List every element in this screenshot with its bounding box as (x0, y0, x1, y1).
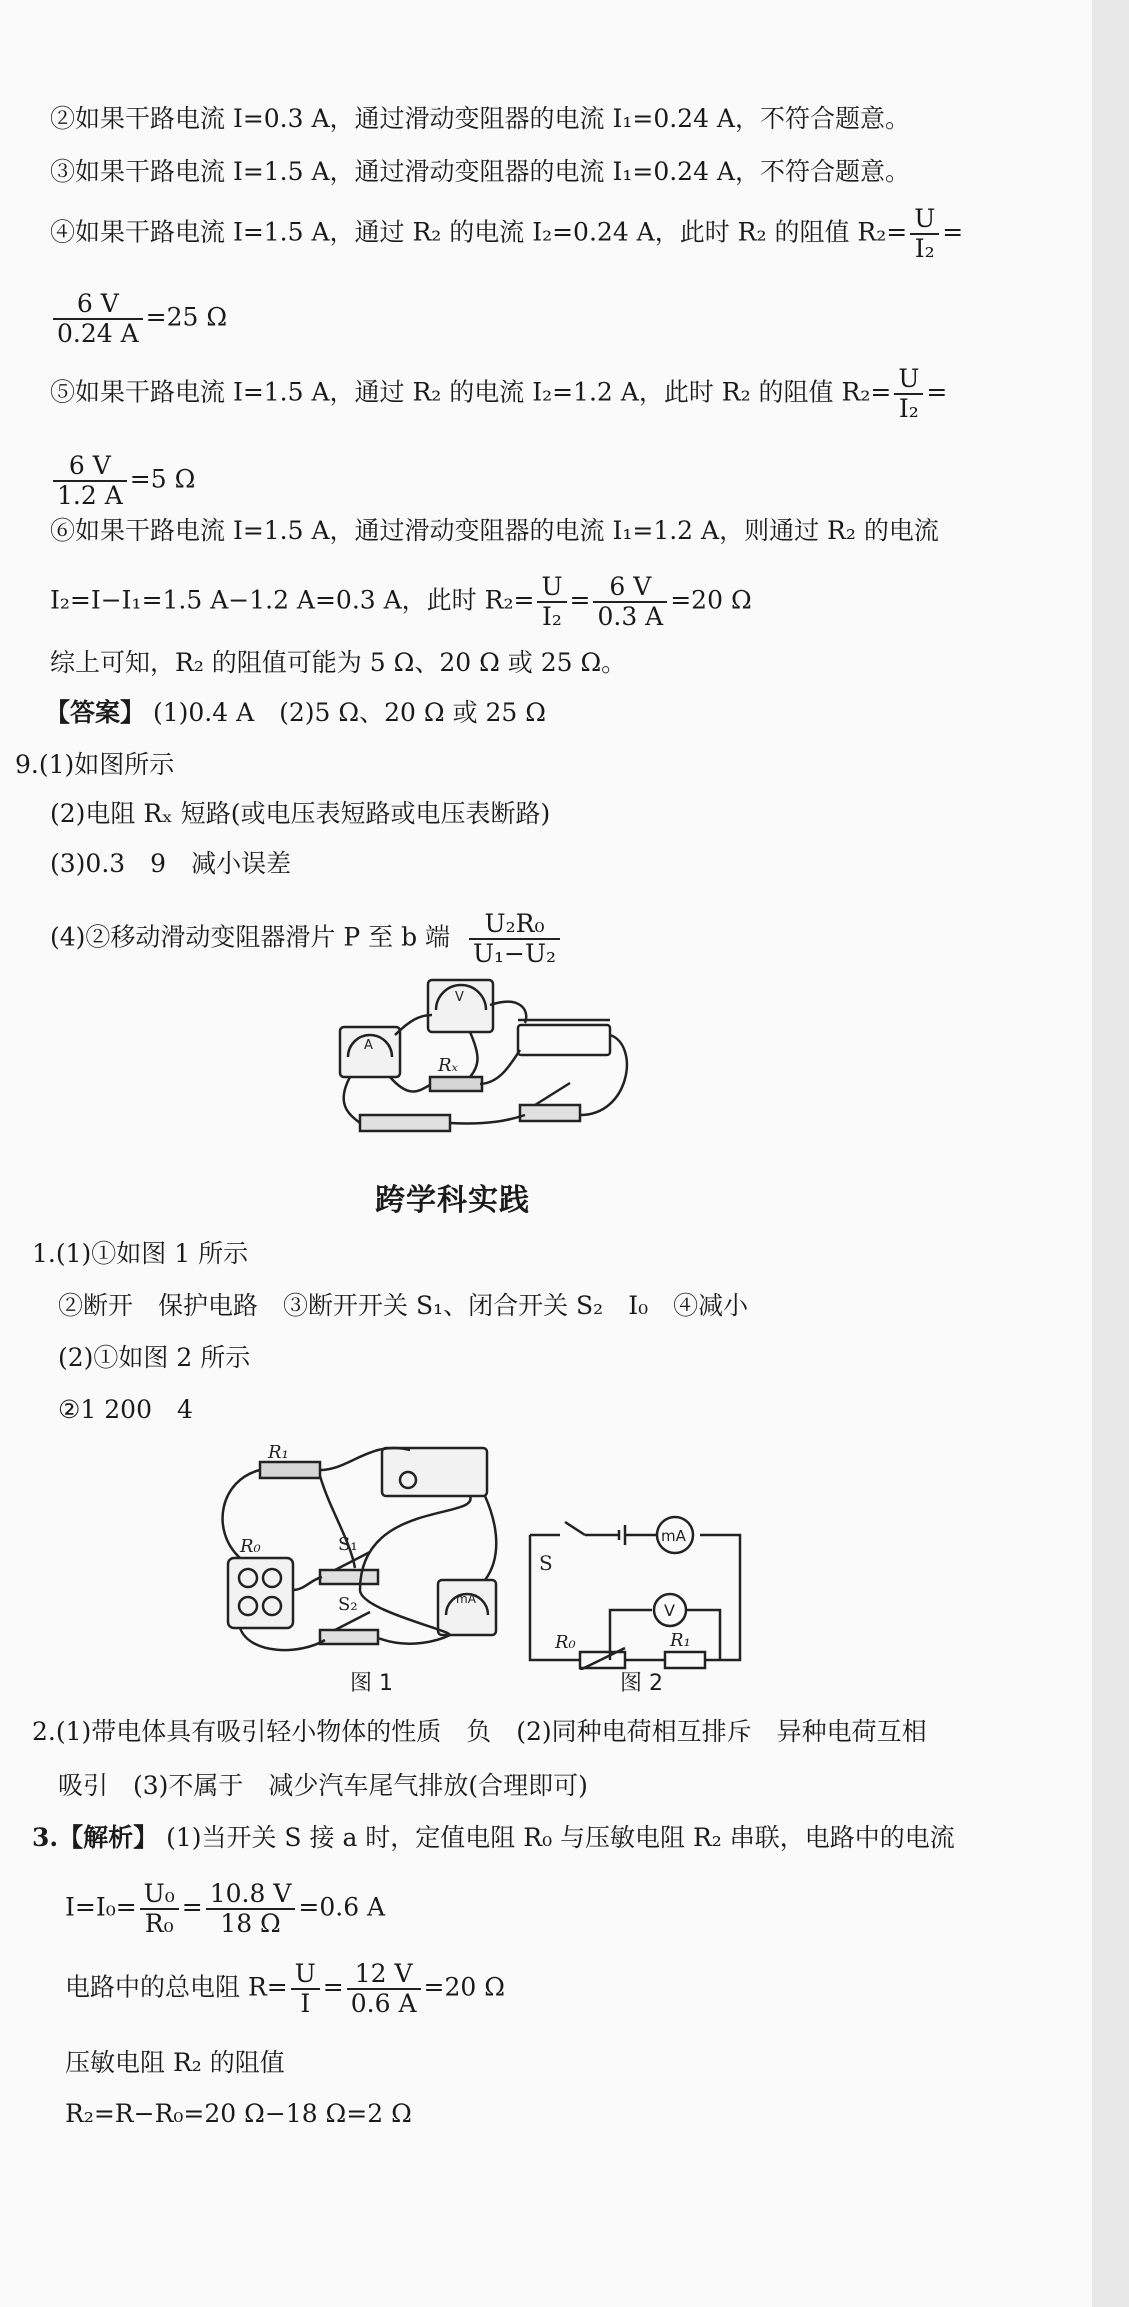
total-resistance-line (65, 1960, 505, 2018)
numerator: U₂R₀ (469, 910, 560, 940)
section-title: 跨学科实践 (375, 1183, 530, 1218)
fraction (894, 365, 923, 423)
ma-meter-label: mA (456, 1592, 476, 1606)
cross-q1-part1-detail: ②断开 保护电路 ③断开开关 S₁、闭合开关 S₂ I₀ ④减小 (58, 1291, 749, 1320)
numerator: U (910, 205, 939, 235)
cross-q2-line-1: 2.(1)带电体具有吸引轻小物体的性质 负 (2)同种电荷相互排斥 异种电荷互相 (32, 1717, 927, 1746)
r0-symbol-label: R₀ (555, 1632, 576, 1653)
q9-part-1: 9.(1)如图所示 (15, 750, 175, 779)
figure-1-caption: 图 1 (350, 1671, 393, 1696)
line-case-3: ③如果干路电流 I=1.5 A，通过滑动变阻器的电流 I₁=0.24 A，不符合题意。 (50, 157, 910, 186)
line-case-2: ②如果干路电流 I=0.3 A，通过滑动变阻器的电流 I₁=0.24 A，不符合题意。 (50, 104, 910, 133)
fraction (537, 573, 566, 631)
fraction (53, 452, 127, 510)
denominator: 1.2 A (57, 481, 123, 510)
denominator: I₂ (914, 234, 935, 263)
denominator: I₂ (542, 602, 562, 631)
numerator: 10.8 V (206, 1880, 296, 1910)
s2-label: S₂ (338, 1594, 358, 1615)
cross-q2-line-2: 吸引 (3)不属于 减少汽车尾气排放(合理即可) (58, 1771, 588, 1800)
q9-circuit-figure (320, 965, 640, 1145)
line-conclusion: 综上可知，R₂ 的阻值可能为 5 Ω、20 Ω 或 25 Ω。 (50, 648, 627, 677)
numerator: U (537, 573, 566, 603)
total-resistance-tail: =20 Ω (423, 1972, 505, 2002)
line-case-6: ⑥如果干路电流 I=1.5 A，通过滑动变阻器的电流 I₁=1.2 A，则通过 R₂ 的电流 (50, 516, 939, 545)
cross-q3-analysis (32, 1822, 955, 1854)
equals-sign: = (569, 585, 591, 615)
figure-1-circuit (210, 1440, 505, 1680)
case-4-result-tail: =25 Ω (145, 302, 228, 332)
analysis-text: (1)当开关 S 接 a 时，定值电阻 R₀ 与压敏电阻 R₂ 串联，电路中的电流 (166, 1823, 955, 1852)
voltmeter-label: V (455, 990, 464, 1005)
pressure-resistor-calc: R₂=R−R₀=20 Ω−18 Ω=2 Ω (65, 2099, 412, 2128)
figure-2-circuit-diagram (525, 1500, 750, 1670)
denominator: 0.3 A (597, 602, 664, 631)
line-case-4 (50, 205, 963, 263)
numerator: U (894, 365, 923, 395)
denominator: I₂ (898, 394, 919, 423)
denominator: 18 Ω (220, 1909, 281, 1938)
numerator: U (291, 1960, 320, 1990)
current-calc-text: I=I₀= (65, 1892, 137, 1922)
equals-sign: = (322, 1972, 344, 2002)
case-6-calc-text: I₂=I−I₁=1.5 A−1.2 A=0.3 A，此时 R₂= (50, 585, 535, 615)
r1-symbol-label: R₁ (670, 1630, 691, 1651)
denominator: R₀ (144, 1909, 174, 1938)
equals-sign: = (181, 1892, 203, 1922)
line-case-5-result (50, 452, 195, 510)
s1-label: S₁ (338, 1534, 358, 1555)
cross-q1-part2-values: ②1 200 4 (58, 1395, 193, 1424)
denominator: U₁−U₂ (472, 939, 557, 968)
fraction (469, 910, 560, 968)
current-calc-line (65, 1880, 385, 1938)
fraction (910, 205, 939, 263)
current-calc-tail: =0.6 A (298, 1892, 386, 1922)
fraction (206, 1880, 296, 1938)
line-case-5 (50, 365, 947, 423)
fraction (593, 573, 667, 631)
denominator: 0.24 A (57, 319, 139, 348)
analysis-tag: 3.【解析】 (32, 1823, 159, 1852)
switch-s-label: S (539, 1551, 553, 1575)
case-6-calc-tail: =20 Ω (670, 585, 752, 615)
case-4-tail: = (942, 217, 964, 247)
line-case-4-result (50, 290, 227, 348)
numerator: 6 V (53, 290, 143, 320)
voltmeter-symbol-label: V (664, 1601, 675, 1620)
case-5-result-tail: =5 Ω (129, 464, 196, 494)
case-5-tail: = (926, 377, 948, 407)
fraction (347, 1960, 421, 2018)
pressure-resistor-heading: 压敏电阻 R₂ 的阻值 (65, 2048, 285, 2077)
denominator: I (300, 1989, 311, 2018)
ammeter-label: A (364, 1038, 373, 1053)
answer-text: (1)0.4 A (2)5 Ω、20 Ω 或 25 Ω (152, 698, 546, 727)
numerator: 6 V (593, 573, 667, 603)
numerator: 12 V (347, 1960, 421, 1990)
r1-label: R₁ (268, 1442, 289, 1463)
denominator: 0.6 A (350, 1989, 417, 2018)
q9-part-4-text: (4)②移动滑动变阻器滑片 P 至 b 端 (50, 922, 451, 952)
line-case-6-calc (50, 573, 752, 631)
fraction (53, 290, 143, 348)
case-5-text: ⑤如果干路电流 I=1.5 A，通过 R₂ 的电流 I₂=1.2 A，此时 R₂ 的阻值 R₂= (50, 377, 892, 407)
r0-label: R₀ (240, 1536, 261, 1557)
rx-label: Rₓ (438, 1055, 458, 1076)
numerator: U₀ (140, 1880, 179, 1910)
cross-q1-part2: (2)①如图 2 所示 (58, 1343, 251, 1372)
q9-part-4 (50, 910, 563, 968)
fraction (291, 1960, 320, 2018)
answer-tag: 【答案】 (45, 698, 146, 727)
fraction (140, 1880, 179, 1938)
q9-part-2: (2)电阻 Rₓ 短路(或电压表短路或电压表断路) (50, 799, 551, 828)
page-edge-shadow (1092, 0, 1129, 2307)
milliammeter-label: mA (661, 1527, 686, 1545)
figure-2-caption: 图 2 (620, 1671, 663, 1696)
answer-line (45, 697, 546, 729)
q9-part-3: (3)0.3 9 减小误差 (50, 849, 292, 878)
case-4-text: ④如果干路电流 I=1.5 A，通过 R₂ 的电流 I₂=0.24 A，此时 R₂ 的阻值 R₂= (50, 217, 908, 247)
cross-q1-part1: 1.(1)①如图 1 所示 (32, 1239, 249, 1268)
total-resistance-text: 电路中的总电阻 R= (65, 1972, 288, 2002)
numerator: 6 V (53, 452, 127, 482)
